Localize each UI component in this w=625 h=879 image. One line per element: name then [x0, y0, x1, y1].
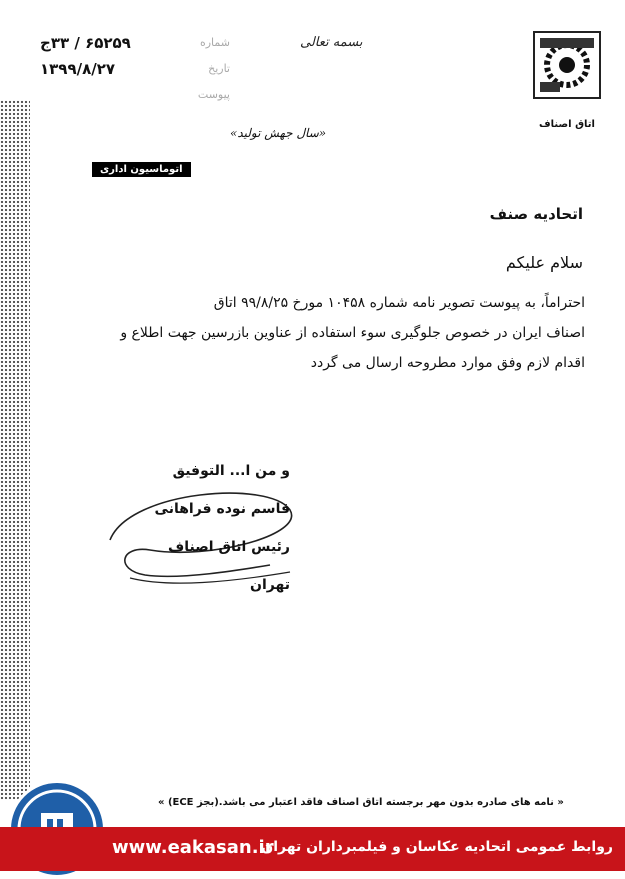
footer-bar — [0, 827, 625, 871]
footer-org: روابط عمومی اتحادیه عکاسان و فیلمبرداران تهران — [261, 839, 613, 855]
body-line: احتراماً، به پیوست تصویر نامه شماره ۱۰۴۵۸ مورخ ۹۹/۸/۲۵ اتاق — [213, 295, 585, 311]
letter-number: ۶۵۲۵۹ / ۳۳ج — [40, 34, 131, 52]
chamber-logo-icon — [532, 30, 602, 115]
meta-date-row — [40, 56, 230, 82]
year-slogan: «سال جهش تولید» — [230, 126, 327, 140]
number-label: شماره — [199, 36, 230, 49]
body-line: اقدام لازم وفق موارد مطروحه ارسال می گردد — [310, 355, 585, 371]
left-dot-pattern — [0, 100, 30, 800]
body-line: اصناف ایران در خصوص جلوگیری سوء استفاده از عناوین بازرسین جهت اطلاع و — [120, 325, 585, 341]
meta-attachment-row — [40, 82, 230, 108]
meta-number-row — [40, 30, 230, 56]
attachment-label: پیوست — [197, 88, 230, 101]
chamber-logo — [532, 30, 602, 130]
signer-name: قاسم نوده فراهانی — [154, 501, 290, 517]
date-label: تاریخ — [208, 62, 230, 75]
letter-body — [85, 288, 585, 378]
letter-date: ۱۳۹۹/۸/۲۷ — [40, 60, 116, 78]
top-title: بسمه تعالی — [300, 35, 363, 50]
addressee: اتحادیه صنف — [489, 205, 583, 223]
letter-meta — [40, 30, 230, 108]
signer-title: رئیس اتاق اصناف تهران — [168, 539, 290, 593]
greeting: سلام علیکم — [505, 253, 583, 272]
footer-url[interactable]: www.eakasan.ir — [112, 837, 274, 858]
stamp-note: « نامه های صادره بدون مهر برجسته اتاق اصناف فاقد اعتبار می باشد.(بجز ECE) » — [158, 797, 564, 808]
cc-label: اتوماسیون اداری — [92, 162, 191, 177]
closing-block — [130, 452, 290, 604]
logo-text: اتاق اصناف — [539, 119, 595, 130]
closing-phrase: و من ا... التوفیق — [172, 463, 290, 479]
